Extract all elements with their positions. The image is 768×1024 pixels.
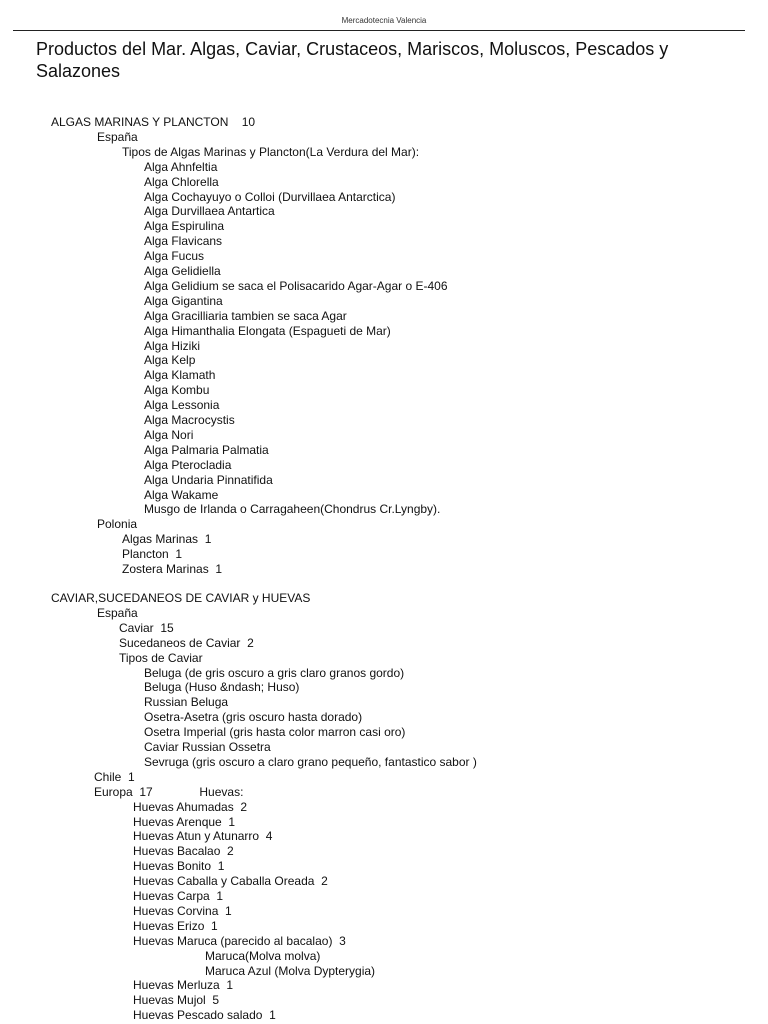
- list-item: Alga Kombu: [144, 383, 210, 398]
- list-item: Alga Macrocystis: [144, 413, 235, 427]
- list-item: España: [97, 129, 138, 144]
- list-item: Huevas Pescado salado 1: [133, 1008, 276, 1023]
- list-item: Huevas Maruca (parecido al bacalao) 3: [133, 933, 346, 948]
- running-header: Mercadotecnia Valencia: [341, 16, 427, 25]
- list-item: Huevas Bonito 1: [133, 859, 225, 874]
- list-item: Tipos de Algas Marinas y Plancton(La Verdura del Mar):: [122, 144, 420, 159]
- list-item: Huevas Corvina 1: [133, 903, 232, 918]
- list-item: Huevas Atun y Atunarro 4: [133, 829, 273, 844]
- section-heading: CAVIAR,SUCEDANEOS DE CAVIAR y HUEVAS: [51, 591, 311, 605]
- list-item: Huevas Ahumadas 2: [133, 799, 248, 814]
- list-item: Alga Espirulina: [144, 219, 225, 234]
- list-item: Zostera Marinas 1: [122, 562, 223, 576]
- list-item: Polonia: [97, 517, 138, 532]
- list-item: Osetra-Asetra (gris oscuro hasta dorado): [144, 710, 363, 725]
- list-item: Alga Ahnfeltia: [144, 159, 218, 174]
- list-item: Huevas Carpa 1: [133, 889, 224, 903]
- list-item: Alga Durvillaea Antartica: [144, 204, 275, 219]
- list-item: Alga Nori: [144, 427, 194, 442]
- list-item: Huevas Erizo 1: [133, 918, 218, 933]
- list-item: Huevas Mujol 5: [133, 993, 220, 1008]
- list-item: Alga Wakame: [144, 487, 219, 502]
- header-rule: [13, 30, 745, 31]
- list-item: Sevruga (gris oscuro a claro grano pequeño, fantastico sabor ): [144, 754, 477, 769]
- list-item: Plancton 1: [122, 547, 183, 562]
- list-item: Europa 17 Huevas:: [94, 784, 244, 799]
- list-item: Alga Kelp: [144, 353, 196, 368]
- section-heading: ALGAS MARINAS Y PLANCTON 10: [51, 115, 256, 129]
- list-item: Alga Fucus: [144, 249, 205, 264]
- list-item: Algas Marinas 1: [122, 532, 212, 547]
- list-item: Beluga (de gris oscuro a gris claro granos gordo): [144, 665, 405, 680]
- list-item: Alga Undaria Pinnatifida: [144, 472, 273, 487]
- list-item: Maruca(Molva molva): [205, 948, 321, 963]
- list-item: Huevas Caballa y Caballa Oreada 2: [133, 874, 328, 889]
- list-item: Alga Palmaria Palmatia: [144, 442, 269, 457]
- list-item: Huevas Merluza 1: [133, 978, 234, 993]
- list-item: Alga Gracilliaria tambien se saca Agar: [144, 308, 347, 323]
- list-item: Caviar Russian Ossetra: [144, 740, 271, 754]
- list-item: Alga Himanthalia Elongata (Espagueti de Mar): [144, 323, 391, 338]
- list-item: Osetra Imperial (gris hasta color marron casi oro): [144, 725, 406, 740]
- list-item: Alga Pterocladia: [144, 457, 232, 472]
- list-item: Alga Flavicans: [144, 234, 223, 249]
- list-item: Musgo de Irlanda o Carragaheen(Chondrus Cr.Lyngby).: [144, 502, 441, 517]
- list-item: Tipos de Caviar: [119, 650, 203, 665]
- list-item: Chile 1: [94, 769, 135, 784]
- list-item: Huevas Bacalao 2: [133, 844, 234, 859]
- list-item: Alga Cochayuyo o Colloi (Durvillaea Antarctica): [144, 189, 396, 204]
- list-item: Beluga (Huso &ndash; Huso): [144, 680, 300, 695]
- list-item: Alga Klamath: [144, 368, 216, 383]
- list-item: Huevas Arenque 1: [133, 814, 236, 829]
- list-item: Alga Chlorella: [144, 174, 219, 189]
- list-item: Alga Gigantina: [144, 293, 223, 308]
- list-item: Caviar 15: [119, 620, 174, 635]
- list-item: Alga Gelidiella: [144, 264, 221, 278]
- list-item: Alga Hiziki: [144, 338, 201, 353]
- list-item: Sucedaneos de Caviar 2: [119, 635, 254, 650]
- list-item: España: [97, 605, 138, 620]
- list-item: Maruca Azul (Molva Dypterygia): [205, 963, 376, 978]
- list-item: Alga Lessonia: [144, 398, 220, 413]
- list-item: Russian Beluga: [144, 695, 229, 710]
- page-title: Productos del Mar. Algas, Caviar, Crustaceos, Mariscos, Moluscos, Pescados y Salazones: [36, 39, 669, 81]
- list-item: Alga Gelidium se saca el Polisacarido Agar-Agar o E-406: [144, 278, 448, 293]
